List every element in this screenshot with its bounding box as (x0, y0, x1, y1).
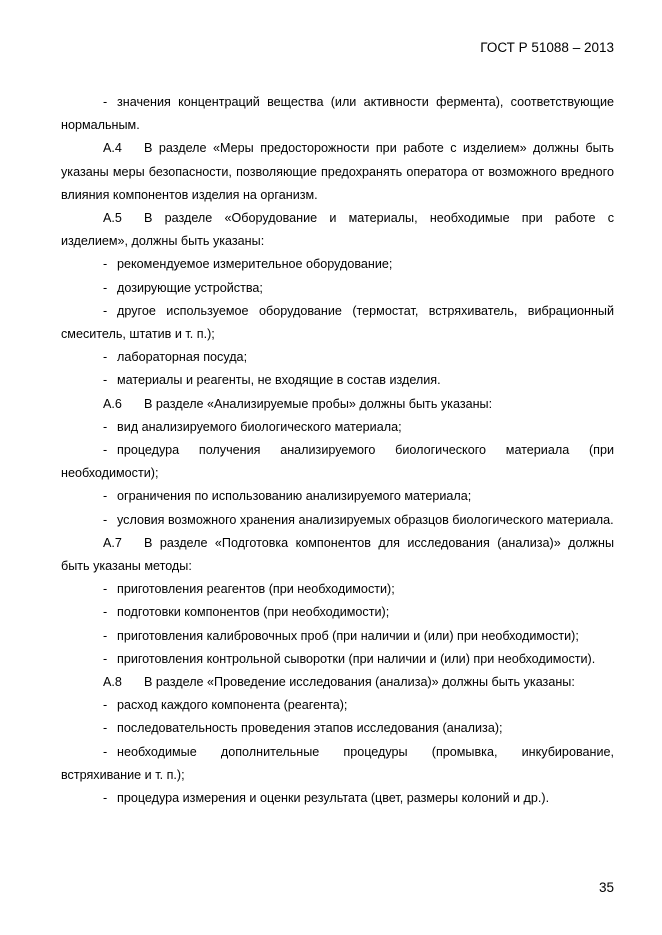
bullet-text: лабораторная посуда; (117, 350, 248, 365)
dash-marker: - (103, 280, 108, 295)
bullet-item (61, 509, 614, 532)
bullet-text: приготовления реагентов (при необходимости); (117, 582, 395, 597)
bullet-item (61, 91, 614, 137)
dash-marker: - (103, 512, 108, 527)
bullet-item (61, 717, 614, 740)
dash-marker: - (103, 303, 108, 318)
bullet-item (61, 416, 614, 439)
section-text: В разделе «Оборудование и материалы, необходимые при работе с изделием», должны быть указаны: (61, 211, 614, 249)
bullet-item (61, 741, 614, 787)
bullet-item (61, 253, 614, 276)
section-number: А.8 (103, 675, 122, 690)
bullet-text: процедура получения анализируемого биологического материала (при необходимости); (61, 443, 614, 481)
dash-marker: - (103, 628, 108, 643)
bullet-text: условия возможного хранения анализируемых образцов биологического материала. (117, 512, 614, 527)
bullet-text: приготовления калибровочных проб (при наличии и (или) при необходимости); (117, 628, 579, 643)
bullet-text: ограничения по использованию анализируемого материала; (117, 489, 472, 504)
dash-marker: - (103, 582, 108, 597)
dash-marker: - (103, 651, 108, 666)
dash-marker: - (103, 489, 108, 504)
bullet-item (61, 369, 614, 392)
bullet-text: подготовки компонентов (при необходимости); (117, 605, 390, 620)
bullet-text: последовательность проведения этапов исследования (анализа); (117, 721, 503, 736)
bullet-text: необходимые дополнительные процедуры (промывка, инкубирование, встряхивание и т. п.); (61, 744, 614, 782)
dash-marker: - (103, 257, 108, 272)
section-text: В разделе «Меры предосторожности при работе с изделием» должны быть указаны меры безопасности, позволяющие предохранять оператора от возможного вредного влияния компонентов изделия на организм. (61, 141, 614, 202)
section-paragraph (61, 207, 614, 253)
dash-marker: - (103, 419, 108, 434)
dash-marker: - (103, 95, 108, 109)
bullet-item (61, 625, 614, 648)
dash-marker: - (103, 373, 108, 388)
bullet-text: другое используемое оборудование (термостат, встряхиватель, вибрационный смеситель, штатив и т. п.); (61, 303, 614, 342)
bullet-item (61, 346, 614, 369)
section-number: А.4 (103, 141, 122, 156)
dash-marker: - (103, 791, 108, 806)
section-text: В разделе «Подготовка компонентов для исследования (анализа)» должны быть указаны методы: (61, 535, 614, 574)
section-paragraph (61, 532, 614, 578)
dash-marker: - (103, 350, 108, 365)
page-number: 35 (598, 880, 614, 895)
bullet-item (61, 578, 614, 601)
dash-marker: - (103, 605, 108, 620)
bullet-text: материалы и реагенты, не входящие в состав изделия. (117, 373, 441, 388)
bullet-text: вид анализируемого биологического материала; (117, 419, 402, 434)
dash-marker: - (103, 443, 108, 458)
bullet-item (61, 439, 614, 485)
bullet-text: дозирующие устройства; (117, 280, 263, 295)
bullet-item (61, 648, 614, 671)
bullet-item (61, 694, 614, 717)
section-number: А.7 (103, 535, 122, 550)
section-paragraph (61, 393, 614, 416)
dash-marker: - (103, 721, 108, 736)
bullet-text: приготовления контрольной сыворотки (при наличии и (или) при необходимости). (117, 651, 596, 666)
dash-marker: - (103, 698, 108, 713)
bullet-item (61, 485, 614, 508)
bullet-text: расход каждого компонента (реагента); (117, 698, 348, 713)
document-header: ГОСТ Р 51088 – 2013 (480, 40, 614, 55)
document-body (61, 91, 614, 810)
bullet-text: процедура измерения и оценки результата (цвет, размеры колоний и др.). (117, 791, 550, 806)
section-number: А.5 (103, 211, 122, 226)
bullet-item (61, 300, 614, 346)
bullet-text: рекомендуемое измерительное оборудование; (117, 257, 393, 272)
section-paragraph (61, 671, 614, 694)
section-text: В разделе «Проведение исследования (анализа)» должны быть указаны: (144, 675, 575, 690)
bullet-item (61, 601, 614, 624)
dash-marker: - (103, 744, 108, 759)
bullet-text: значения концентраций вещества (или активности фермента), соответствующие нормальным. (61, 95, 614, 133)
bullet-item (61, 277, 614, 300)
section-text: В разделе «Анализируемые пробы» должны быть указаны: (144, 396, 493, 411)
section-number: А.6 (103, 396, 122, 411)
bullet-item (61, 787, 614, 810)
section-paragraph (61, 137, 614, 207)
